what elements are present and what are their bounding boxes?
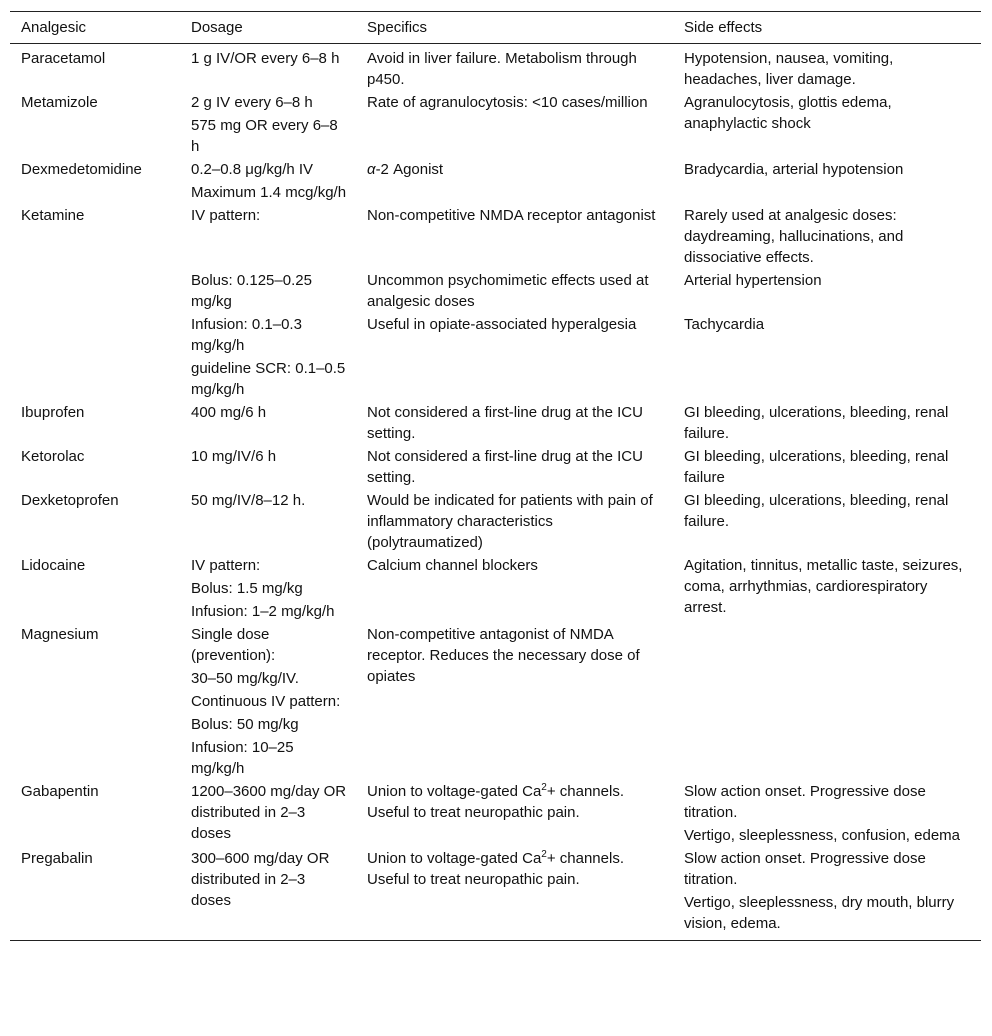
superscript: 2 bbox=[541, 849, 547, 860]
table-row bbox=[10, 401, 981, 445]
specifics-line: Avoid in liver failure. Metabolism through p450. bbox=[367, 50, 637, 88]
side-effects-line: Vertigo, sleeplessness, dry mouth, blurry vision, edema. bbox=[684, 894, 955, 932]
specifics-line: Non-competitive NMDA receptor antagonist bbox=[367, 207, 656, 224]
dosage-line: Bolus: 1.5 mg/kg bbox=[191, 580, 303, 597]
cell-side-effects bbox=[673, 44, 981, 92]
cell-side-effects bbox=[673, 91, 981, 158]
dosage-line: Infusion: 1–2 mg/kg/h bbox=[191, 603, 335, 620]
table-row bbox=[10, 204, 981, 269]
cell-analgesic: Dexketoprofen bbox=[21, 492, 119, 509]
dosage-line: 50 mg/IV/8–12 h. bbox=[191, 492, 306, 509]
header-analgesic: Analgesic bbox=[10, 12, 180, 44]
dosage-line: Maximum 1.4 mcg/kg/h bbox=[191, 184, 347, 201]
table-body bbox=[10, 44, 981, 941]
dosage-line: 1200–3600 mg/day OR distributed in 2–3 doses bbox=[191, 783, 347, 842]
header-row bbox=[10, 12, 981, 44]
cell-analgesic: Ibuprofen bbox=[21, 404, 85, 421]
cell-dosage bbox=[180, 554, 356, 623]
superscript: 2 bbox=[541, 782, 547, 793]
cell-specifics bbox=[356, 489, 673, 554]
cell-analgesic: Dexmedetomidine bbox=[21, 161, 142, 178]
table-row bbox=[10, 44, 981, 92]
specifics-text: + channels. Useful to treat neuropathic pain. bbox=[367, 850, 624, 888]
cell-specifics bbox=[356, 623, 673, 780]
cell-analgesic: Pregabalin bbox=[10, 847, 180, 941]
specifics-line: Useful in opiate-associated hyperalgesia bbox=[367, 316, 637, 333]
cell-dosage bbox=[180, 623, 356, 780]
cell-side-effects bbox=[673, 313, 981, 401]
specifics-line: Non-competitive antagonist of NMDA receptor. Reduces the necessary dose of opiates bbox=[367, 626, 640, 685]
cell-dosage bbox=[180, 313, 356, 401]
cell-analgesic bbox=[10, 313, 180, 401]
specifics-line bbox=[367, 781, 665, 823]
side-effects-line: Bradycardia, arterial hypotension bbox=[684, 161, 904, 178]
cell-analgesic: Lidocaine bbox=[21, 557, 86, 574]
cell-analgesic: Ketamine bbox=[21, 207, 85, 224]
dosage-line: 300–600 mg/day OR distributed in 2–3 doses bbox=[191, 850, 330, 909]
alpha-symbol: α bbox=[367, 161, 376, 178]
dosage-line: Single dose (prevention): bbox=[191, 626, 276, 664]
cell-dosage bbox=[180, 44, 356, 92]
analgesic-table bbox=[10, 11, 981, 941]
cell-specifics bbox=[356, 847, 673, 941]
side-effects-line: Slow action onset. Progressive dose titration. bbox=[684, 783, 926, 821]
cell-specifics bbox=[356, 44, 673, 92]
cell-dosage bbox=[180, 269, 356, 313]
header-side-effects: Side effects bbox=[673, 12, 981, 44]
table-row bbox=[10, 313, 981, 401]
side-effects-line: Vertigo, sleeplessness, confusion, edema bbox=[684, 827, 960, 844]
cell-dosage bbox=[180, 780, 356, 847]
cell-side-effects bbox=[673, 204, 981, 269]
cell-dosage bbox=[180, 445, 356, 489]
dosage-line: guideline SCR: 0.1–0.5 mg/kg/h bbox=[191, 360, 346, 398]
cell-dosage bbox=[180, 847, 356, 941]
side-effects-line: Rarely used at analgesic doses: daydreaming, hallucinations, and dissociative effects. bbox=[684, 207, 904, 266]
specifics-line: Uncommon psychomimetic effects used at analgesic doses bbox=[367, 272, 649, 310]
cell-specifics bbox=[356, 313, 673, 401]
cell-side-effects bbox=[673, 489, 981, 554]
table-row bbox=[10, 623, 981, 780]
dosage-line: IV pattern: bbox=[191, 557, 261, 574]
dosage-line: 0.2–0.8 μg/kg/h IV bbox=[191, 161, 314, 178]
dosage-line: 30–50 mg/kg/IV. bbox=[191, 670, 299, 687]
table-row bbox=[10, 847, 981, 941]
table-row bbox=[10, 489, 981, 554]
dosage-line: 2 g IV every 6–8 h bbox=[191, 94, 313, 111]
table-row bbox=[10, 554, 981, 623]
cell-analgesic: Gabapentin bbox=[21, 783, 99, 800]
table-row bbox=[10, 158, 981, 204]
cell-analgesic: Paracetamol bbox=[21, 50, 106, 67]
cell-analgesic: Ketorolac bbox=[21, 448, 85, 465]
dosage-line: 400 mg/6 h bbox=[191, 404, 267, 421]
cell-specifics bbox=[356, 554, 673, 623]
cell-specifics bbox=[356, 401, 673, 445]
specifics-text: + channels. Useful to treat neuropathic pain. bbox=[367, 783, 624, 821]
side-effects-line: Slow action onset. Progressive dose titration. bbox=[684, 850, 926, 888]
cell-specifics bbox=[356, 269, 673, 313]
table-header bbox=[10, 12, 981, 44]
cell-side-effects bbox=[673, 269, 981, 313]
dosage-line: Continuous IV pattern: bbox=[191, 693, 341, 710]
dosage-line: Bolus: 50 mg/kg bbox=[191, 716, 299, 733]
specifics-text: -2 Agonist bbox=[375, 161, 444, 178]
cell-side-effects bbox=[673, 445, 981, 489]
specifics-line: Not considered a first-line drug at the ICU setting. bbox=[367, 448, 643, 486]
specifics-line: Not considered a first-line drug at the ICU setting. bbox=[367, 404, 643, 442]
table-row bbox=[10, 269, 981, 313]
cell-dosage bbox=[180, 158, 356, 204]
dosage-line: 575 mg OR every 6–8 h bbox=[191, 117, 338, 155]
side-effects-line: Agitation, tinnitus, metallic taste, seizures, coma, arrhythmias, cardiorespiratory arrest. bbox=[684, 557, 963, 616]
cell-specifics bbox=[356, 445, 673, 489]
side-effects-line: GI bleeding, ulcerations, bleeding, renal failure bbox=[684, 448, 949, 486]
cell-dosage bbox=[180, 204, 356, 269]
table-row bbox=[10, 445, 981, 489]
side-effects-line: Tachycardia bbox=[684, 316, 765, 333]
cell-dosage bbox=[180, 489, 356, 554]
dosage-line: IV pattern: bbox=[191, 207, 261, 224]
cell-specifics bbox=[356, 780, 673, 847]
cell-side-effects bbox=[673, 554, 981, 623]
dosage-line: 10 mg/IV/6 h bbox=[191, 448, 277, 465]
specifics-line: Would be indicated for patients with pain of inflammatory characteristics (polytraumatized) bbox=[367, 492, 653, 551]
specifics-line bbox=[367, 159, 665, 180]
cell-dosage bbox=[180, 91, 356, 158]
dosage-line: 1 g IV/OR every 6–8 h bbox=[191, 50, 340, 67]
table-row bbox=[10, 780, 981, 847]
cell-analgesic: Magnesium bbox=[21, 626, 99, 643]
cell-dosage bbox=[180, 401, 356, 445]
dosage-line: Bolus: 0.125–0.25 mg/kg bbox=[191, 272, 312, 310]
cell-specifics bbox=[356, 158, 673, 204]
specifics-text: Union to voltage-gated Ca bbox=[367, 850, 542, 867]
cell-specifics bbox=[356, 204, 673, 269]
header-specifics: Specifics bbox=[356, 12, 673, 44]
side-effects-line: GI bleeding, ulcerations, bleeding, renal failure. bbox=[684, 492, 949, 530]
cell-side-effects bbox=[673, 401, 981, 445]
table-row bbox=[10, 91, 981, 158]
specifics-line: Calcium channel blockers bbox=[367, 557, 538, 574]
header-dosage: Dosage bbox=[180, 12, 356, 44]
specifics-line: Rate of agranulocytosis: <10 cases/million bbox=[367, 94, 648, 111]
cell-side-effects bbox=[673, 623, 981, 780]
cell-side-effects bbox=[673, 158, 981, 204]
side-effects-line: Hypotension, nausea, vomiting, headaches, liver damage. bbox=[684, 50, 894, 88]
cell-side-effects bbox=[673, 847, 981, 941]
side-effects-line: GI bleeding, ulcerations, bleeding, renal failure. bbox=[684, 404, 949, 442]
specifics-text: Union to voltage-gated Ca bbox=[367, 783, 542, 800]
cell-specifics bbox=[356, 91, 673, 158]
specifics-line bbox=[367, 848, 665, 890]
dosage-line: Infusion: 0.1–0.3 mg/kg/h bbox=[191, 316, 302, 354]
cell-analgesic bbox=[10, 269, 180, 313]
side-effects-line: Arterial hypertension bbox=[684, 272, 822, 289]
dosage-line: Infusion: 10–25 mg/kg/h bbox=[191, 739, 294, 777]
side-effects-line: Agranulocytosis, glottis edema, anaphylactic shock bbox=[684, 94, 892, 132]
cell-side-effects bbox=[673, 780, 981, 847]
cell-analgesic: Metamizole bbox=[21, 94, 98, 111]
